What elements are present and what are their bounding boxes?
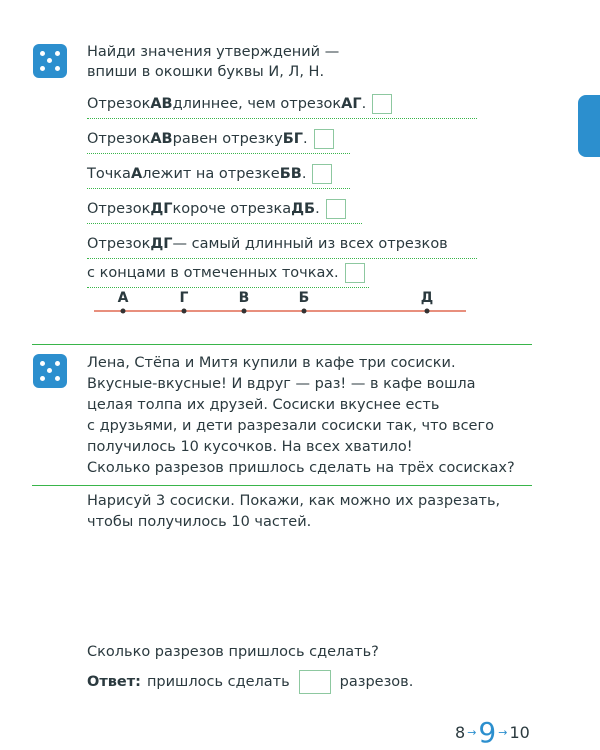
point-label-v: В xyxy=(238,290,250,306)
separator-bottom xyxy=(32,485,532,486)
statement-3: Точка А лежит на отрезке БВ . xyxy=(87,163,350,189)
point-a xyxy=(121,309,126,314)
statement-2: Отрезок АВ равен отрезку БГ . xyxy=(87,128,350,154)
answer-label: Ответ: xyxy=(87,674,141,690)
point-label-a: А xyxy=(117,290,129,306)
answer-row xyxy=(87,670,413,694)
task2-story: Лена, Стёпа и Митя купили в кафе три сосиски. Вкусные-вкусные! И вдруг — раз! — в кафе вошла целая толпа их друзей. Сосиски вкуснее есть с друзьями, и дети разрезали сосиски так, что всего получилось 10 кусочков. На всех хватило! Сколько разрезов пришлось сделать на трёх сосисках? xyxy=(87,355,515,476)
arrow-right-icon: → xyxy=(498,726,508,739)
arrow-right-icon: → xyxy=(467,726,477,739)
point-label-d: Д xyxy=(420,290,434,306)
answer-pre: пришлось сделать xyxy=(146,674,290,690)
prev-page-number[interactable]: 8 xyxy=(455,723,466,742)
statement-5-line2: с концами в отмеченных точках. xyxy=(87,262,369,288)
statement-5-line1: Отрезок ДГ — самый длинный из всех отрезков xyxy=(87,233,477,259)
point-label-b: Б xyxy=(298,290,310,306)
point-g xyxy=(182,309,187,314)
answer-box-1[interactable] xyxy=(372,94,392,114)
point-line-diagram xyxy=(80,285,480,325)
answer-box-5[interactable] xyxy=(345,263,365,283)
point-v xyxy=(242,309,247,314)
next-page-number[interactable]: 10 xyxy=(509,723,530,742)
task2-draw-instruction: Нарисуй 3 сосиски. Покажи, как можно их разрезать, чтобы получилось 10 частей. xyxy=(87,493,501,530)
statement-list xyxy=(87,93,477,288)
drawing-area[interactable] xyxy=(87,540,532,630)
answer-box-3[interactable] xyxy=(312,164,332,184)
dice-five-icon xyxy=(33,354,67,388)
statement-4: Отрезок ДГ короче отрезка ДБ . xyxy=(87,198,362,224)
side-tab-marker xyxy=(578,95,600,157)
point-d xyxy=(425,309,430,314)
answer-input-box[interactable] xyxy=(299,670,331,694)
pagination xyxy=(455,716,530,749)
task1-instruction: Найди значения утверждений — впиши в окошки буквы И, Л, Н. xyxy=(87,44,340,80)
answer-box-4[interactable] xyxy=(326,199,346,219)
point-label-g: Г xyxy=(179,290,189,306)
statement-1: Отрезок АВ длиннее, чем отрезок АГ . xyxy=(87,93,477,119)
answer-box-2[interactable] xyxy=(314,129,334,149)
current-page-number: 9 xyxy=(478,716,497,749)
dice-five-icon xyxy=(33,44,67,78)
point-b xyxy=(302,309,307,314)
answer-post: разрезов. xyxy=(339,674,414,690)
task2-question: Сколько разрезов пришлось сделать? xyxy=(87,644,379,660)
separator-top xyxy=(32,344,532,345)
